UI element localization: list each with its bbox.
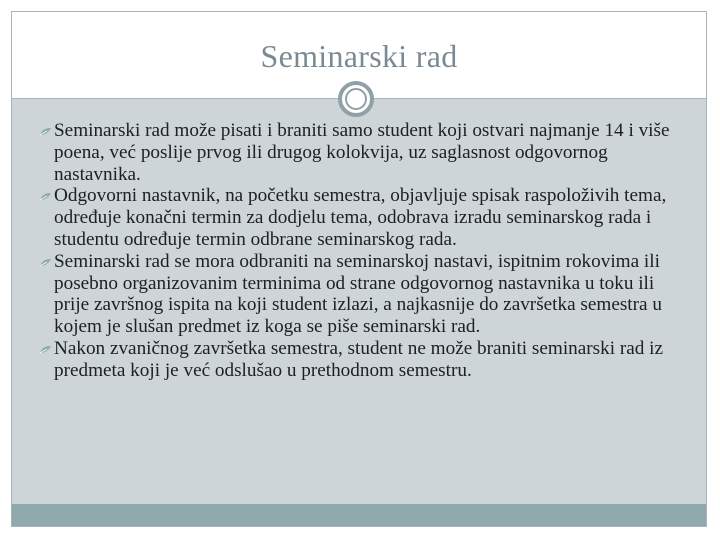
bullet-text: Nakon zvaničnog završetka semestra, student ne može braniti seminarski rad iz predmeta koji je već odslušao u prethodnom semestru.	[54, 337, 663, 381]
bullet-item	[40, 338, 690, 382]
bullet-list	[40, 120, 690, 382]
leaf-bullet-icon	[39, 192, 52, 202]
bullet-item	[40, 185, 690, 250]
bottom-accent-band	[12, 504, 706, 526]
leaf-bullet-icon	[39, 127, 52, 137]
bullet-item	[40, 251, 690, 338]
leaf-bullet-icon	[39, 345, 52, 355]
bullet-text: Odgovorni nastavnik, na početku semestra, objavljuje spisak raspoloživih tema, određuje konačni termin za dodjelu tema, odobrava izradu seminarskog rada i studentu određuje termin odbrane seminarskog rada.	[54, 185, 667, 250]
bullet-item	[40, 120, 690, 185]
circle-ornament-inner	[345, 88, 367, 110]
bullet-text: Seminarski rad se mora odbraniti na seminarskoj nastavi, ispitnim rokovima ili posebno organizovanim terminima od strane odgovornog nastavnika u toku ili prije završnog ispita na koji student izlazi, a najkasnije do završetka semestra u kojem je slušan predmet iz koga se piše seminarski rad.	[54, 250, 662, 338]
leaf-bullet-icon	[39, 258, 52, 268]
bullet-text: Seminarski rad može pisati i braniti samo student koji ostvari najmanje 14 i više poena, već poslije prvog ili drugog kolokvija, uz saglasnost odgovornog nastavnika.	[54, 120, 670, 185]
circle-ornament-icon	[338, 81, 374, 117]
slide-title: Seminarski rad	[260, 38, 458, 74]
